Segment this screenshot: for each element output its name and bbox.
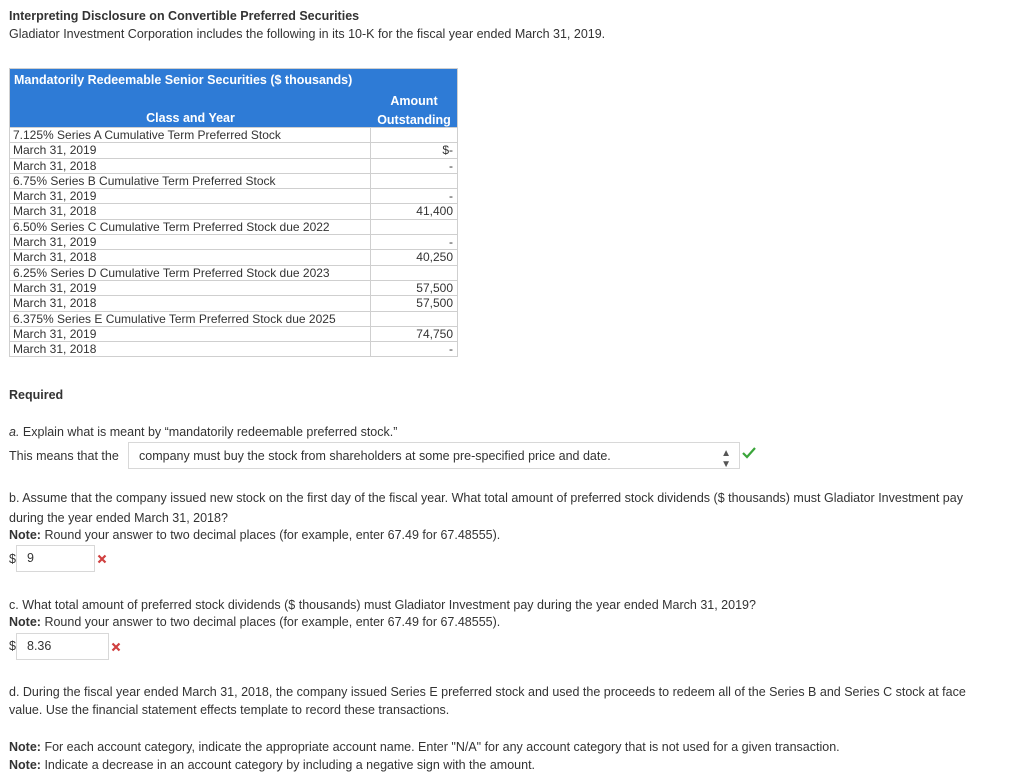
table-row bbox=[10, 142, 457, 157]
table-caption: Mandatorily Redeemable Senior Securities ($ thousands) bbox=[14, 73, 353, 87]
question-d-prompt-line1: d. During the fiscal year ended March 31, 2018, the company issued Series E preferred stock and used the proceeds to redeem all of the Series B and Series C stock at face bbox=[9, 685, 966, 699]
page-title: Interpreting Disclosure on Convertible Preferred Securities bbox=[9, 9, 360, 23]
row-amount: - bbox=[449, 158, 453, 173]
table-row bbox=[10, 203, 457, 218]
row-label: March 31, 2019 bbox=[10, 143, 371, 157]
row-amount: - bbox=[449, 189, 453, 204]
select-arrows-icon: ▲ ▼ bbox=[721, 448, 731, 470]
row-amount: 57,500 bbox=[416, 280, 453, 295]
table-row bbox=[10, 219, 457, 234]
answer-c-currency: $ bbox=[9, 639, 16, 653]
answer-a-select[interactable] bbox=[128, 442, 740, 469]
row-amount bbox=[371, 266, 457, 280]
row-amount: 57,500 bbox=[416, 296, 453, 311]
row-label: 6.75% Series B Cumulative Term Preferred Stock bbox=[10, 174, 371, 188]
answer-b-currency: $ bbox=[9, 552, 16, 566]
table-row bbox=[10, 280, 457, 295]
row-label: March 31, 2019 bbox=[10, 235, 371, 249]
table-row bbox=[10, 158, 457, 173]
table-row bbox=[10, 326, 457, 341]
incorrect-x-icon bbox=[97, 554, 107, 564]
table-row bbox=[10, 188, 457, 203]
row-label: 6.25% Series D Cumulative Term Preferred Stock due 2023 bbox=[10, 266, 371, 280]
column-header-class: Class and Year bbox=[146, 111, 235, 125]
table-row bbox=[10, 311, 457, 326]
table-row bbox=[10, 173, 457, 188]
row-amount: - bbox=[449, 235, 453, 250]
row-label: 6.375% Series E Cumulative Term Preferred Stock due 2025 bbox=[10, 312, 371, 326]
question-a-lead: This means that the bbox=[9, 449, 119, 463]
question-d-note-2: Note: Indicate a decrease in an account category by including a negative sign with the amount. bbox=[9, 758, 536, 772]
row-amount bbox=[371, 128, 457, 142]
row-label: March 31, 2018 bbox=[10, 296, 371, 310]
table-row bbox=[10, 341, 457, 356]
row-amount: 40,250 bbox=[416, 250, 453, 265]
answer-a-selected-value: company must buy the stock from shareholders at some pre-specified price and date. bbox=[139, 449, 611, 463]
row-label: 6.50% Series C Cumulative Term Preferred Stock due 2022 bbox=[10, 220, 371, 234]
row-label: March 31, 2018 bbox=[10, 250, 371, 264]
row-label: March 31, 2018 bbox=[10, 159, 371, 173]
row-label: March 31, 2019 bbox=[10, 189, 371, 203]
row-amount: 41,400 bbox=[416, 204, 453, 219]
incorrect-x-icon bbox=[111, 642, 121, 652]
row-amount: 74,750 bbox=[416, 326, 453, 341]
question-b-note: Note: Round your answer to two decimal places (for example, enter 67.49 for 67.48555). bbox=[9, 528, 501, 542]
table-body bbox=[10, 127, 457, 356]
answer-c-input[interactable]: 8.36 bbox=[16, 633, 109, 660]
answer-b-input[interactable]: 9 bbox=[16, 545, 95, 572]
row-label: March 31, 2019 bbox=[10, 281, 371, 295]
question-c-prompt: c. What total amount of preferred stock dividends ($ thousands) must Gladiator Investment pay during the year ended March 31, 2019? bbox=[9, 598, 756, 612]
question-b-prompt-line1: b. Assume that the company issued new stock on the first day of the fiscal year. What total amount of preferred stock dividends ($ thousands) must Gladiator Investment pay bbox=[9, 491, 963, 505]
column-header-amount: Amount Outstanding bbox=[377, 94, 451, 127]
required-heading: Required bbox=[9, 388, 64, 402]
table-row bbox=[10, 265, 457, 280]
question-d-prompt-line2: value. Use the financial statement effects template to record these transactions. bbox=[9, 703, 450, 717]
securities-table bbox=[9, 68, 458, 357]
row-amount bbox=[371, 174, 457, 188]
row-amount: - bbox=[449, 342, 453, 357]
question-b-prompt-line2: during the year ended March 31, 2018? bbox=[9, 511, 228, 525]
row-amount bbox=[371, 312, 457, 326]
row-amount bbox=[371, 220, 457, 234]
table-row bbox=[10, 249, 457, 264]
row-label: March 31, 2018 bbox=[10, 342, 371, 356]
row-label: March 31, 2019 bbox=[10, 327, 371, 341]
question-a-prompt: a. Explain what is meant by “mandatorily redeemable preferred stock.” bbox=[9, 425, 398, 439]
question-d-note-1: Note: For each account category, indicate the appropriate account name. Enter "N/A" for any account category that is not used for a given transaction. bbox=[9, 740, 840, 754]
row-label: March 31, 2018 bbox=[10, 204, 371, 218]
table-row bbox=[10, 234, 457, 249]
row-label: 7.125% Series A Cumulative Term Preferred Stock bbox=[10, 128, 371, 142]
row-amount: $- bbox=[442, 143, 453, 158]
question-c-note: Note: Round your answer to two decimal places (for example, enter 67.49 for 67.48555). bbox=[9, 615, 501, 629]
table-row bbox=[10, 295, 457, 310]
page-subtitle: Gladiator Investment Corporation includes the following in its 10-K for the fiscal year ended March 31, 2019. bbox=[9, 27, 606, 41]
check-icon bbox=[742, 447, 756, 459]
table-header bbox=[10, 69, 457, 127]
